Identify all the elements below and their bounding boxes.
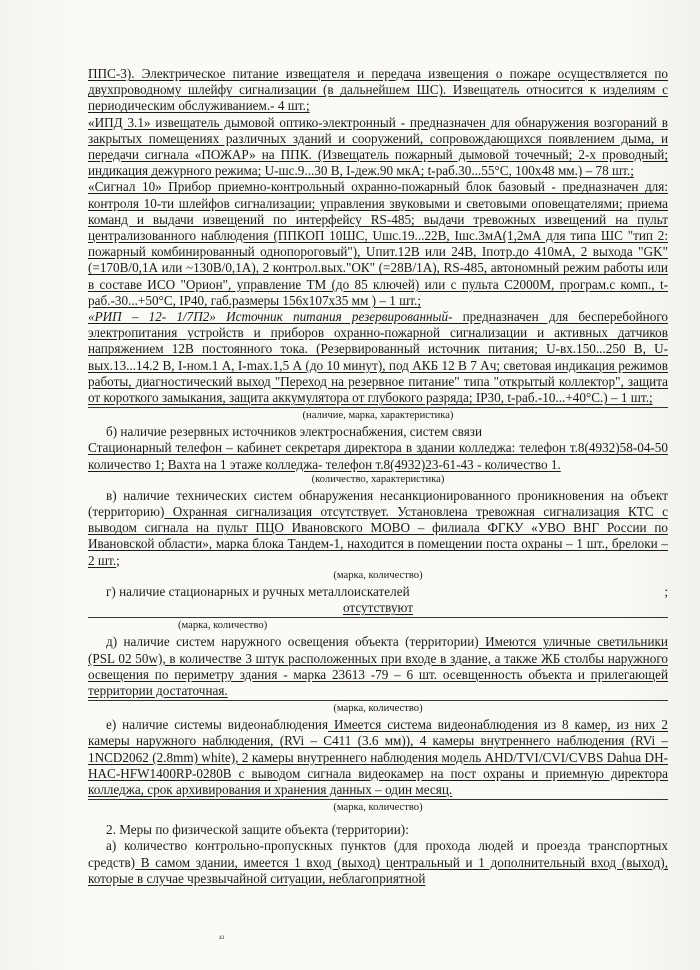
caption-brand-quantity: (марка, количество): [178, 620, 268, 632]
rip-body: предназначен для бесперебойного электропитания устройств и приборов охранно-пожарной сигнализации и активных датчиков напряжением 12В постоянного тока. (Резервированный источник питания; U-вх.150...250 В, U-вых.13...14.2 В, I-ном.1 А, I-max.1,5 А (до 10 минут), под АКБ 12 В 7 Ач; световая индикация режимов работы, диагностический выход "Переход на резервное питание" типа "открытый коллектор", защита от короткого замыкания, защита аккумулятора от глубокого разряда; IP30, t-раб.-10...+40°С.) – 1 шт.;: [88, 309, 668, 406]
equipment-item-ipd31: «ИПД 3.1» извещатель дымовой оптико-электронный - предназначен для обнаружения возгораний в закрытых помещениях различных зданий и сооружений, сопровождающихся появлением дыма, и передачи сигнала «ПОЖАР» на ППК. (Извещатель пожарный дымовой точечный; 2-х проводный; индикация дежурного режима; U-шс.9...30 В, I-деж.90 мкА; t-раб.30...55°С, 100х48 мм.) – 78 шт.;: [88, 114, 668, 179]
section-d: [88, 634, 668, 699]
page-mark: ⁴³: [219, 934, 225, 943]
equipment-item-signal10: «Сигнал 10» Прибор приемно-контрольный охранно-пожарный блок базовый - предназначен для: контроля 10-ти шлейфов сигнализации; управления звуковыми и световыми оповещателями; приема команд и выдачи извещений по интерфейсу RS-485; выдачи тревожных извещений на пульт централизованного наблюдения (ППКОП 10ШС, Uшс.19...22В, Iшс.3мА(1,2мА для типа ШС "тип 2: пожарный комбинированный однопороговый"), Uпит.12В или 24В, Iпотр.до 410мА, 2 выхода "GK" (=170В/0,1А или ~130В/0,1А), 2 контрол.вых."ОК" (=28В/1А), RS-485, автономный режим работы или в составе ИСО "Орион", управление ТМ (до 85 ключей) или с пульта С2000М, програм.с комп., t-раб.-30...+50°С, IP40, габ.размеры 156х107х35 мм ) – 1 шт.;: [88, 179, 668, 308]
fill-line: [88, 700, 668, 701]
caption-brand-quantity: (марка, количество): [333, 802, 423, 814]
section-d-body: Имеются уличные светильники (PSL 02 50w), в количестве 3 штук расположенных при входе в здание, а также ЖБ столбы наружного освещения по периметру здания - марка 23613 -79 – 6 шт. осевщенность объекта и прилегающей территории достаточная.: [88, 634, 668, 698]
section-e: [88, 717, 668, 798]
section-a-body: В самом здании, имеется 1 вход (выход) центральный и 1 дополнительный вход (выход), которые в случае чрезвычайной ситуации, неблагоприятной: [88, 854, 668, 886]
section-g: [88, 584, 668, 600]
section-d-lead: д) наличие систем наружного освещения объекта (территории): [106, 634, 479, 650]
section-g-value: отсутствуют: [343, 600, 413, 616]
rip-title: «РИП – 12- 1/7П2» Источник питания резервированный-: [88, 309, 453, 325]
fill-line: [88, 617, 668, 618]
section-v-lead: в) наличие технических систем обнаружения несанкционированного проникновения на объект (территорию): [88, 487, 668, 520]
caption-availability: (наличие, марка, характеристика): [302, 410, 454, 422]
section-v: [88, 488, 668, 569]
section-b-lead: б) наличие резервных источников электроснабжения, систем связи: [106, 424, 483, 440]
fill-line: [88, 407, 668, 408]
fill-line: [88, 799, 668, 800]
caption-brand-quantity: (марка, количество): [333, 703, 423, 715]
equipment-item-pps3: ППС-3). Электрическое питание извещателя и передача извещения о пожаре осуществляется по двухпроводному шлейфу сигнализации (в дальнейшем ШС). Извещатель относится к изделиям с периодическим обслуживанием.- 4 шт.;: [88, 66, 668, 114]
section-2-title: 2. Меры по физической защите объекта (территории):: [106, 822, 409, 838]
section-a: [88, 838, 668, 887]
section-b-body: Стационарный телефон – кабинет секретаря директора в здании колледжа: телефон т.8(4932)58-04-50 количество 1; Вахта на 1 этаже колледжа- телефон т.8(4932)23-61-43 - количество 1.: [88, 440, 668, 472]
section-v-end: ;: [116, 552, 120, 568]
section-e-lead: е) наличие системы видеонаблюдения: [106, 717, 329, 733]
section-a-lead: а) количество контрольно-пропускных пунктов (для прохода людей и проезда транспортных средств): [88, 838, 668, 870]
equipment-item-rip12: [88, 309, 668, 406]
caption-brand-quantity: (марка, количество): [333, 569, 423, 581]
section-g-lead: г) наличие стационарных и ручных металлоискателей: [106, 583, 410, 599]
section-e-body: Имеется система видеонаблюдения из 8 камер, из них 2 камеры наружного наблюдения, (RVi – C411 (3.6 мм)), 4 камеры внутреннего наблюдения (RVi – 1NCD2062 (2.8mm) white), 2 камеры внутреннего наблюдения модель AHD/TVI/CVI/CVBS Dahua DH-HAC-HFW1400RP-0280B с выводом сигнала видеокамер на пост охраны и приемную директора колледжа, срок архивирования и хранения данных – один месяц.: [88, 717, 668, 797]
section-v-body: Охранная сигнализация отсутствует. Установлена тревожная сигнализация КТС с выводом сигнала на пульт ПЦО Ивановского МОВО – филиала ФГКУ «УВО ВНГ России по Ивановской области», марка блока Тандем-1, находится в помещении поста охраны – 1 шт., брелоки – 2 шт.: [88, 504, 668, 568]
document-body: [88, 66, 668, 887]
section-g-end: ;: [664, 583, 668, 599]
caption-quantity-characteristics: (количество, характеристика): [311, 473, 445, 485]
